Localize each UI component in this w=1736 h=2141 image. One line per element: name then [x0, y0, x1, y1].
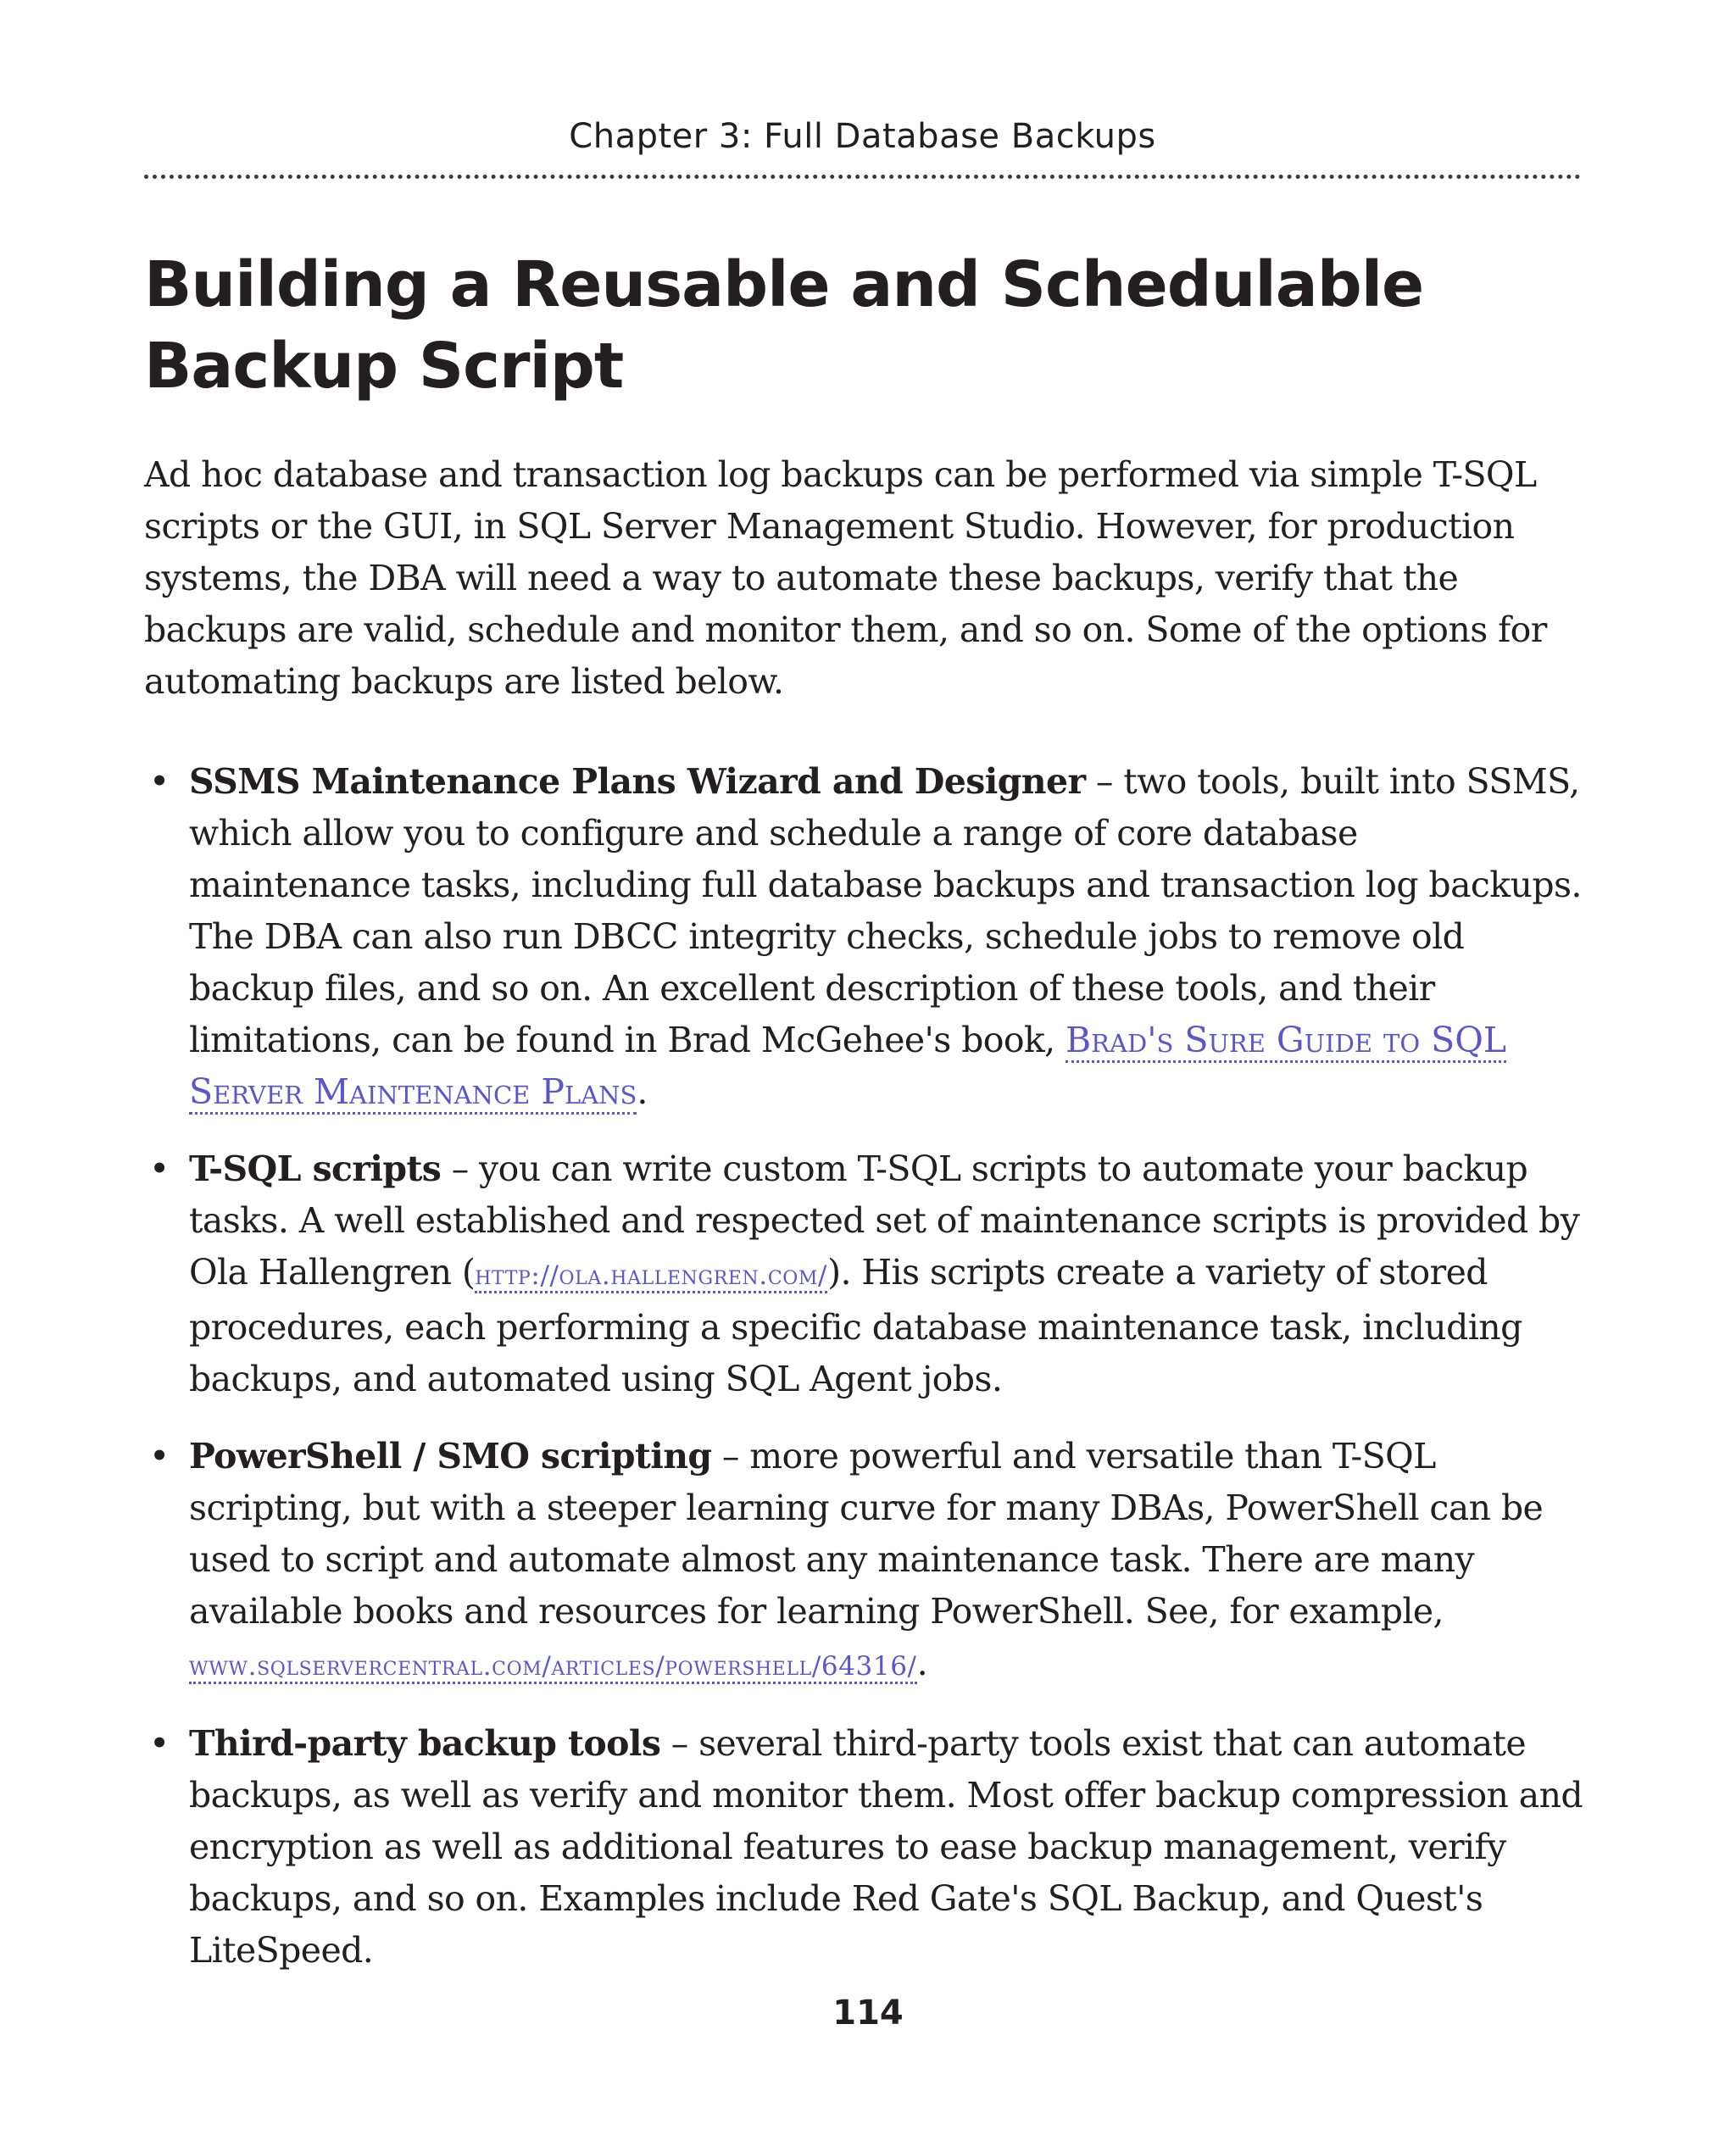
- list-item-term: PowerShell / SMO scripting: [189, 1436, 712, 1476]
- list-item-third-party-tools: [144, 1718, 1585, 1977]
- backup-options-list: [144, 756, 1585, 2002]
- list-item-text-end: .: [916, 1643, 928, 1683]
- bullet-icon: •: [149, 1436, 170, 1476]
- running-header: Chapter 3: Full Database Backups: [569, 117, 1156, 156]
- list-item-text: – you can write custom T-SQL scripts to automate your backup tasks. A well established and respected set of maintenance scripts is provided by Ola Hallengren (: [189, 1148, 1580, 1293]
- list-item-text-end: .: [637, 1071, 648, 1112]
- list-item-text-end: ). His scripts create a variety of stored procedures, each performing a specific database maintenance task, including backups, and automated using SQL Agent jobs.: [189, 1252, 1522, 1399]
- bullet-icon: •: [149, 1148, 170, 1189]
- list-item-term: Third-party backup tools: [189, 1723, 661, 1764]
- section-title: Building a Reusable and Schedulable Backup Script: [144, 248, 1424, 403]
- list-item-term: SSMS Maintenance Plans Wizard and Designer: [189, 761, 1086, 802]
- header-divider: [144, 175, 1581, 179]
- intro-paragraph: Ad hoc database and transaction log backups can be performed via simple T-SQL scripts or the GUI, in SQL Server Management Studio. However, for production systems, the DBA will need a way to automate these backups, verify that the backups are valid, schedule and monitor them, and so on. Some of the options for automating backups are listed below.: [144, 454, 1547, 702]
- list-item-text: – two tools, built into SSMS, which allow you to configure and schedule a range of core database maintenance tasks, including full database backups and transaction log backups. The DBA can also run DBCC integrity checks, schedule jobs to remove old backup files, and so on. An excellent description of these tools, and their limitations, can be found in Brad McGehee's book,: [189, 761, 1582, 1060]
- list-item-text: – several third-party tools exist that can automate backups, as well as verify and monitor them. Most offer backup compression and encryption as well as additional features to ease backup management, verify backups, and so on. Examples include Red Gate's SQL Backup, and Quest's LiteSpeed.: [189, 1723, 1583, 1971]
- link-ola-hallengren[interactable]: http://ola.hallengren.com/: [475, 1260, 827, 1293]
- bullet-icon: •: [149, 1723, 170, 1764]
- list-item-powershell-smo: [144, 1431, 1585, 1693]
- list-item-ssms-maintenance-plans: [144, 756, 1585, 1118]
- link-brads-sure-guide[interactable]: Brad's Sure Guide to SQL Server Maintenance Plans: [189, 1020, 1506, 1115]
- link-sqlservercentral-powershell[interactable]: www.sqlservercentral.com/articles/powershell/64316/: [189, 1651, 917, 1684]
- list-item-text: – more powerful and versatile than T-SQL scripting, but with a steeper learning curve for many DBAs, PowerShell can be used to script and automate almost any maintenance task. There are many available books and resources for learning PowerShell. See, for example,: [189, 1436, 1544, 1632]
- list-item-term: T-SQL scripts: [189, 1148, 442, 1189]
- page-number: 114: [832, 1994, 904, 2033]
- bullet-icon: •: [149, 761, 170, 802]
- list-item-tsql-scripts: [144, 1143, 1585, 1405]
